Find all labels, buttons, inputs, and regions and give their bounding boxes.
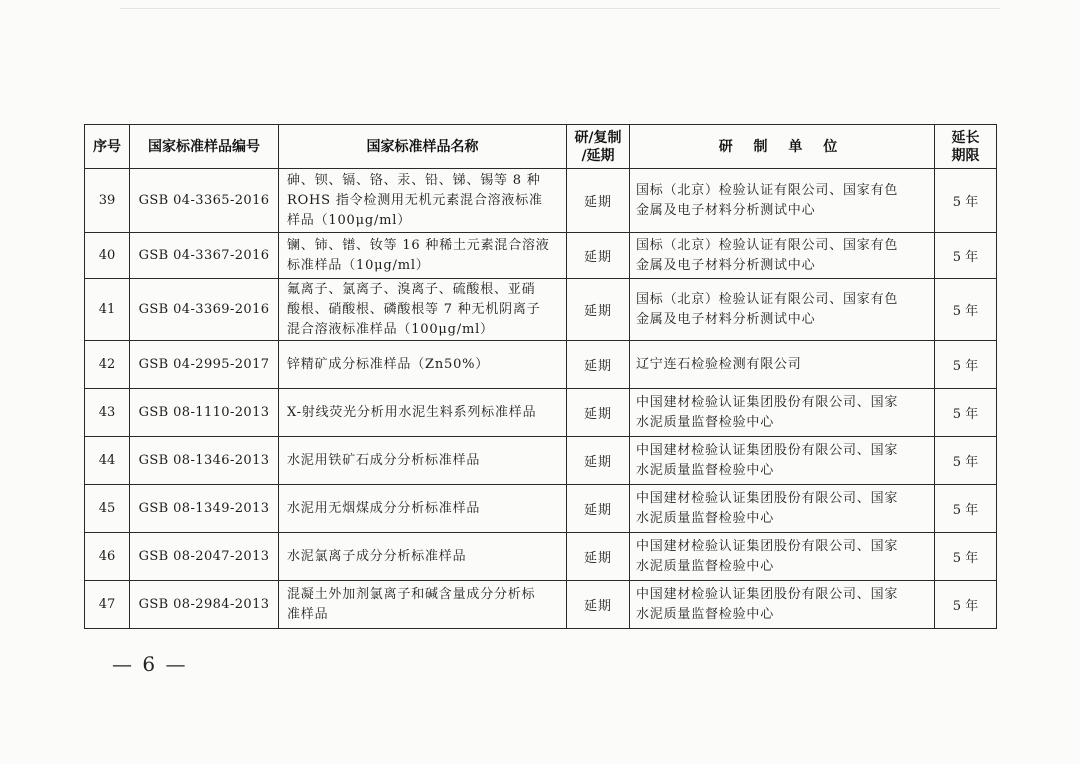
cell-unit — [630, 233, 935, 279]
header-unit: 研 制 单 位 — [630, 125, 935, 169]
cell-unit — [630, 341, 935, 389]
cell-name — [279, 437, 567, 485]
header-name: 国家标准样品名称 — [279, 125, 567, 169]
cell-name-line: 锌精矿成分标准样品（Zn50%） — [287, 356, 490, 372]
cell-unit — [630, 279, 935, 341]
cell-unit — [630, 533, 935, 581]
cell-seq: 43 — [85, 389, 130, 437]
cell-name-line: 酸根、硝酸根、磷酸根等 7 种无机阴离子 — [287, 301, 541, 317]
cell-term: 5 年 — [935, 485, 997, 533]
cell-unit-line: 水泥质量监督检验中心 — [636, 606, 775, 622]
cell-unit-line: 国标（北京）检验认证有限公司、国家有色 — [636, 182, 899, 198]
cell-name — [279, 279, 567, 341]
table-row — [85, 341, 997, 389]
cell-name-line: 水泥用铁矿石成分分析标准样品 — [287, 452, 481, 468]
cell-unit — [630, 169, 935, 233]
cell-name-line: 准样品 — [287, 606, 329, 622]
header-term-line2: 期限 — [951, 147, 980, 164]
cell-code: GSB 08-2047-2013 — [130, 533, 279, 581]
cell-unit-line: 金属及电子材料分析测试中心 — [636, 311, 816, 327]
cell-name-line: 氟离子、氯离子、溴离子、硫酸根、亚硝 — [287, 281, 536, 297]
cell-name — [279, 485, 567, 533]
table-row — [85, 233, 997, 279]
header-type — [567, 125, 630, 169]
cell-unit-line: 中国建材检验认证集团股份有限公司、国家 — [636, 490, 899, 506]
cell-unit-line: 水泥质量监督检验中心 — [636, 462, 775, 478]
cell-term: 5 年 — [935, 341, 997, 389]
header-term-line1: 延长 — [951, 129, 980, 146]
table-row — [85, 581, 997, 629]
cell-seq: 45 — [85, 485, 130, 533]
cell-seq: 46 — [85, 533, 130, 581]
table-row — [85, 437, 997, 485]
cell-code: GSB 08-1346-2013 — [130, 437, 279, 485]
cell-name-line: 水泥用无烟煤成分分析标准样品 — [287, 500, 481, 516]
header-seq: 序号 — [85, 125, 130, 169]
cell-name — [279, 233, 567, 279]
cell-term: 5 年 — [935, 437, 997, 485]
cell-type: 延期 — [567, 389, 630, 437]
header-code: 国家标准样品编号 — [130, 125, 279, 169]
table-row — [85, 389, 997, 437]
cell-unit-line: 水泥质量监督检验中心 — [636, 414, 775, 430]
cell-type: 延期 — [567, 437, 630, 485]
cell-name-line: 砷、钡、镉、铬、汞、铅、锑、锡等 8 种 — [287, 172, 541, 188]
cell-unit-line: 中国建材检验认证集团股份有限公司、国家 — [636, 394, 899, 410]
cell-term: 5 年 — [935, 169, 997, 233]
cell-type: 延期 — [567, 233, 630, 279]
cell-name-line: 水泥氯离子成分分析标准样品 — [287, 548, 467, 564]
cell-seq: 44 — [85, 437, 130, 485]
cell-name-line: X-射线荧光分析用水泥生料系列标准样品 — [287, 404, 537, 420]
cell-name-line: ROHS 指令检测用无机元素混合溶液标准 — [287, 192, 543, 208]
page-edge-line — [120, 8, 1000, 9]
cell-name — [279, 389, 567, 437]
cell-unit — [630, 437, 935, 485]
cell-code: GSB 04-3367-2016 — [130, 233, 279, 279]
table-header-row — [85, 125, 997, 169]
table-row — [85, 169, 997, 233]
cell-seq: 47 — [85, 581, 130, 629]
cell-code: GSB 04-2995-2017 — [130, 341, 279, 389]
cell-name-line: 镧、铈、镨、钕等 16 种稀土元素混合溶液 — [287, 237, 550, 253]
cell-name — [279, 169, 567, 233]
cell-code: GSB 08-2984-2013 — [130, 581, 279, 629]
cell-term: 5 年 — [935, 533, 997, 581]
cell-unit-line: 国标（北京）检验认证有限公司、国家有色 — [636, 237, 899, 253]
cell-code: GSB 08-1110-2013 — [130, 389, 279, 437]
cell-name-line: 混合溶液标准样品（100μg/ml） — [287, 321, 494, 337]
cell-name-line: 混凝土外加剂氯离子和碱含量成分分析标 — [287, 586, 536, 602]
table-row — [85, 279, 997, 341]
cell-seq: 41 — [85, 279, 130, 341]
cell-term: 5 年 — [935, 389, 997, 437]
table-row — [85, 533, 997, 581]
header-type-line1: 研/复制 — [574, 129, 622, 146]
cell-unit-line: 中国建材检验认证集团股份有限公司、国家 — [636, 586, 899, 602]
cell-unit-line: 中国建材检验认证集团股份有限公司、国家 — [636, 442, 899, 458]
cell-name — [279, 533, 567, 581]
cell-code: GSB 08-1349-2013 — [130, 485, 279, 533]
cell-unit-line: 水泥质量监督检验中心 — [636, 558, 775, 574]
cell-name — [279, 341, 567, 389]
cell-unit-line: 国标（北京）检验认证有限公司、国家有色 — [636, 291, 899, 307]
cell-name-line: 标准样品（10μg/ml） — [287, 257, 430, 273]
cell-seq: 42 — [85, 341, 130, 389]
cell-seq: 40 — [85, 233, 130, 279]
cell-unit-line: 金属及电子材料分析测试中心 — [636, 202, 816, 218]
cell-unit-line: 中国建材检验认证集团股份有限公司、国家 — [636, 538, 899, 554]
cell-code: GSB 04-3365-2016 — [130, 169, 279, 233]
cell-unit — [630, 389, 935, 437]
header-term — [935, 125, 997, 169]
standard-samples-table — [84, 124, 997, 629]
cell-type: 延期 — [567, 485, 630, 533]
cell-seq: 39 — [85, 169, 130, 233]
cell-unit-line: 水泥质量监督检验中心 — [636, 510, 775, 526]
cell-name — [279, 581, 567, 629]
header-type-line2: /延期 — [581, 147, 615, 164]
cell-term: 5 年 — [935, 279, 997, 341]
cell-unit — [630, 581, 935, 629]
cell-code: GSB 04-3369-2016 — [130, 279, 279, 341]
cell-term: 5 年 — [935, 233, 997, 279]
cell-type: 延期 — [567, 341, 630, 389]
page-number: — 6 — — [112, 652, 188, 676]
cell-name-line: 样品（100μg/ml） — [287, 212, 412, 228]
cell-type: 延期 — [567, 169, 630, 233]
cell-type: 延期 — [567, 581, 630, 629]
cell-type: 延期 — [567, 279, 630, 341]
table-row — [85, 485, 997, 533]
cell-unit-line: 辽宁连石检验检测有限公司 — [636, 356, 802, 372]
cell-unit — [630, 485, 935, 533]
cell-unit-line: 金属及电子材料分析测试中心 — [636, 257, 816, 273]
cell-type: 延期 — [567, 533, 630, 581]
cell-term: 5 年 — [935, 581, 997, 629]
